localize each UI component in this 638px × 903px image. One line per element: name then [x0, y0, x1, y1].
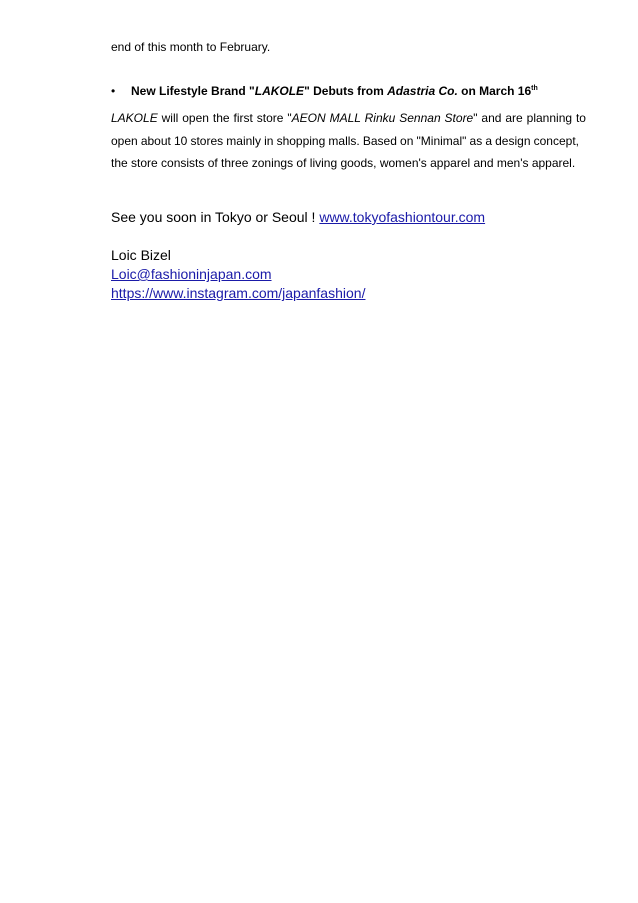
paragraph-part-a: will open the first store "	[157, 111, 292, 125]
signature-name: Loic Bizel	[111, 247, 171, 263]
signature-email	[111, 266, 272, 282]
heading-prefix: New Lifestyle Brand "	[131, 84, 255, 98]
email-link[interactable]: Loic@fashioninjapan.com	[111, 266, 272, 282]
closing-text: See you soon in Tokyo or Seoul !	[111, 209, 320, 225]
tour-website-link[interactable]: www.tokyofashiontour.com	[319, 209, 486, 225]
instagram-link[interactable]: https://www.instagram.com/japanfashion/	[111, 285, 366, 301]
paragraph-line-1	[111, 111, 586, 125]
paragraph-store: AEON MALL Rinku Sennan Store	[291, 111, 474, 125]
paragraph-line-2: open about 10 stores mainly in shopping malls. Based on "Minimal" as a design concept,	[111, 134, 579, 148]
heading-mid: " Debuts from	[304, 84, 388, 98]
heading-ordinal: th	[531, 85, 538, 92]
paragraph-part-b: " and are planning to	[473, 111, 586, 125]
section-heading	[111, 84, 538, 98]
intro-text: end of this month to February.	[111, 40, 271, 54]
signature-instagram	[111, 285, 365, 301]
closing-line	[111, 209, 485, 225]
paragraph-brand: LAKOLE	[111, 111, 158, 125]
heading-company: Adastria Co.	[387, 84, 458, 98]
bullet-icon: •	[111, 84, 116, 98]
heading-brand: LAKOLE	[254, 84, 305, 98]
heading-suffix: on March 16	[457, 84, 532, 98]
paragraph-line-3: the store consists of three zonings of living goods, women's apparel and men's apparel.	[111, 156, 576, 170]
